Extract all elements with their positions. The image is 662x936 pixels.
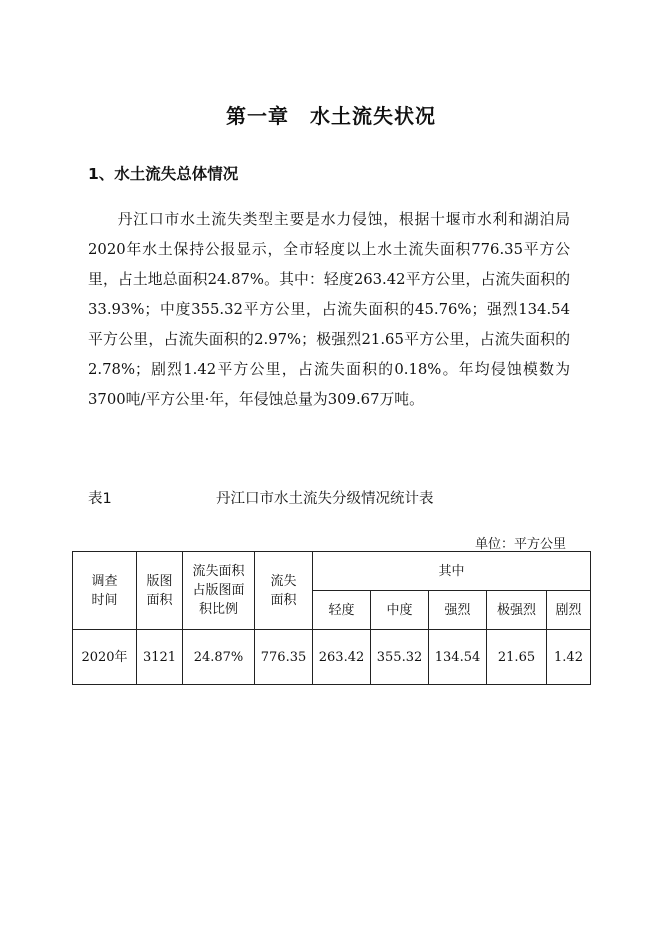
chapter-title: 第一章 水土流失状况 [226,104,436,128]
header-loss-area [255,552,313,630]
table-number: 表1 [88,491,112,507]
cell-moderate: 355.32 [371,630,429,685]
header-light: 轻度 [313,591,371,630]
cell-map-area: 3121 [137,630,183,685]
cell-very-strong: 21.65 [487,630,547,685]
header-strong: 强烈 [429,591,487,630]
soil-erosion-table [72,551,591,685]
header-survey-time [73,552,137,630]
cell-severe: 1.42 [547,630,591,685]
header-moderate: 中度 [371,591,429,630]
header-text: 流失 [270,573,297,589]
cell-light: 263.42 [313,630,371,685]
header-map-area [137,552,183,630]
header-text: 占版图面 [192,583,245,598]
body-paragraph: 丹江口市水土流失类型主要是水力侵蚀，根据十堰市水利和湖泊局2020年水土保持公报显示，全市轻度以上水土流失面积776.35平方公里，占土地总面积24.87%。其中：轻度263.42平方公里，占流失面积的33.93%；中度355.32平方公里，占流失面积的45.76%；强烈134.54平方公里，占流失面积的2.97%；极强烈21.65平方公里，占流失面积的2.78%；剧烈1.42平方公里，占流失面积的0.18%。年均侵蚀模数为3700吨/平方公里·年，年侵蚀总量为309.67万吨。 [88,211,570,408]
header-text: 流失面积 [192,564,245,579]
header-severe: 剧烈 [547,591,591,630]
cell-strong: 134.54 [429,630,487,685]
header-text: 积比例 [198,602,238,617]
section-heading: 1、水土流失总体情况 [88,165,239,183]
header-very-strong: 极强烈 [487,591,547,630]
table-row [73,630,591,685]
table-title: 丹江口市水土流失分级情况统计表 [216,491,434,507]
header-loss-ratio [183,552,255,630]
table-header-row [73,552,591,591]
cell-loss-area: 776.35 [255,630,313,685]
header-text: 调查 [91,573,118,589]
unit-note: 单位：平方公里 [474,537,566,552]
header-text: 面积 [146,592,173,608]
header-group-among: 其中 [313,552,591,591]
cell-survey-time: 2020年 [73,630,137,685]
cell-loss-ratio: 24.87% [183,630,255,685]
header-text: 版图 [146,573,173,589]
header-text: 面积 [270,592,297,608]
table-caption [88,487,570,507]
header-text: 时间 [91,592,118,608]
